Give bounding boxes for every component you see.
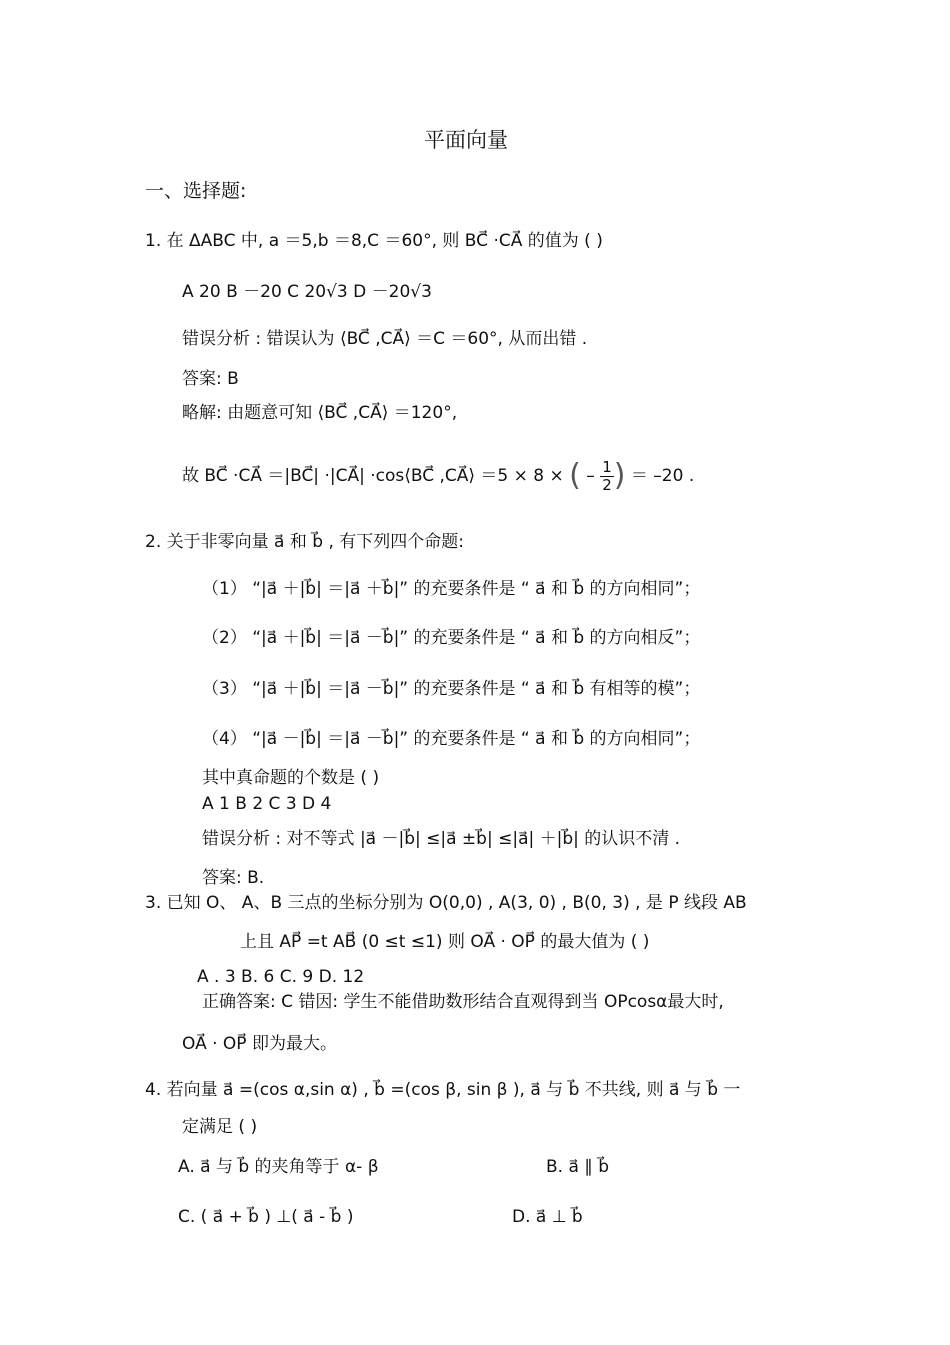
q2-options: A 1 B 2 C 3 D 4 [202,794,332,814]
section-heading: 一、选择题: [145,180,247,202]
q1-calc-pre: 故 BC⃗ ·CA⃗ ＝|BC⃗| ·|CA⃗| ·cos⟨BC⃗ ,CA⃗⟩ ＝5 × 8 × [182,466,570,486]
q2-answer: 答案: B. [202,868,265,888]
q3-options: A . 3 B. 6 C. 9 D. 12 [197,967,365,987]
q1-calculation: 故 BC⃗ ·CA⃗ ＝|BC⃗| ·|CA⃗| ·cos⟨BC⃗ ,CA⃗⟩ ＝5 × 8 × ( – $\frac{1}{2}$ ) ＝ –20 . [182,458,695,494]
q1-stem: 1. 在 ΔABC 中, a ＝5,b ＝8,C ＝60°, 则 BC⃗ ·CA⃗ 的值为 ( ) [145,231,603,251]
q3-stem-line2: 上且 AP⃗ =t AB⃗ (0 ≤t ≤1) 则 OA⃗ · OP⃗ 的最大值为 ( ) [240,932,650,952]
q2-proposition-4: （4） “|a⃗ －|b⃗| ＝|a⃗ －b⃗|” 的充要条件是 “ a⃗ 和 b⃗ 的方向相同”； [202,729,701,749]
q4-option-c: C. ( a⃗ + b⃗ ) ⊥( a⃗ - b⃗ ) [178,1207,354,1227]
q2-error-analysis: 错误分析 : 对不等式 |a⃗ －|b⃗| ≤|a⃗ ±b⃗| ≤|a⃗| ＋|b⃗| 的认识不清 . [202,829,681,849]
q1-options: A 20 B －20 C 20√3 D －20√3 [182,282,432,302]
fraction-numerator: 1 [602,458,612,476]
right-paren: ) [613,458,626,493]
q2-proposition-2: （2） “|a⃗ ＋|b⃗| ＝|a⃗ －b⃗|” 的充要条件是 “ a⃗ 和 b⃗ 的方向相反”； [202,628,701,648]
q3-correct-answer: 正确答案: C 错因: 学生不能借助数形结合直观得到当 OPcosα最大时, [202,992,724,1012]
q1-error-analysis: 错误分析 : 错误认为 ⟨BC⃗ ,CA⃗⟩ ＝C ＝60°, 从而出错 . [182,329,588,349]
left-paren: ( [569,458,581,493]
fraction [600,459,614,493]
q2-ask: 其中真命题的个数是 ( ) [202,768,380,788]
q4-stem: 4. 若向量 a⃗ =(cos α,sin α) , b⃗ =(cos β, sin β ), a⃗ 与 b⃗ 不共线, 则 a⃗ 与 b⃗ 一 [145,1080,741,1100]
q2-stem: 2. 关于非零向量 a⃗ 和 b⃗ , 有下列四个命题: [145,532,464,552]
q2-proposition-3: （3） “|a⃗ ＋|b⃗| ＝|a⃗ －b⃗|” 的充要条件是 “ a⃗ 和 b⃗ 有相等的模”； [202,679,701,699]
q1-answer: 答案: B [182,369,239,389]
q4-option-b: B. a⃗ ∥ b⃗ [546,1157,609,1177]
q4-option-d: D. a⃗ ⊥ b⃗ [512,1207,583,1227]
q1-brief-solution: 略解: 由题意可知 ⟨BC⃗ ,CA⃗⟩ ＝120°, [182,403,458,423]
q2-proposition-1: （1） “|a⃗ ＋|b⃗| ＝|a⃗ ＋b⃗|” 的充要条件是 “ a⃗ 和 b⃗ 的方向相同”； [202,579,701,599]
q3-stem: 3. 已知 O、 A、B 三点的坐标分别为 O(0,0) , A(3, 0) , B(0, 3) , 是 P 线段 AB [145,893,747,913]
q3-correct-answer-line2: OA⃗ · OP⃗ 即为最大。 [182,1034,337,1054]
q4-stem-line2: 定满足 ( ) [182,1117,258,1137]
page-title: 平面向量 [424,128,508,152]
fraction-denominator: 2 [602,475,612,494]
q4-option-a: A. a⃗ 与 b⃗ 的夹角等于 α- β [178,1157,379,1177]
q1-calc-post: ＝ –20 . [630,466,695,486]
